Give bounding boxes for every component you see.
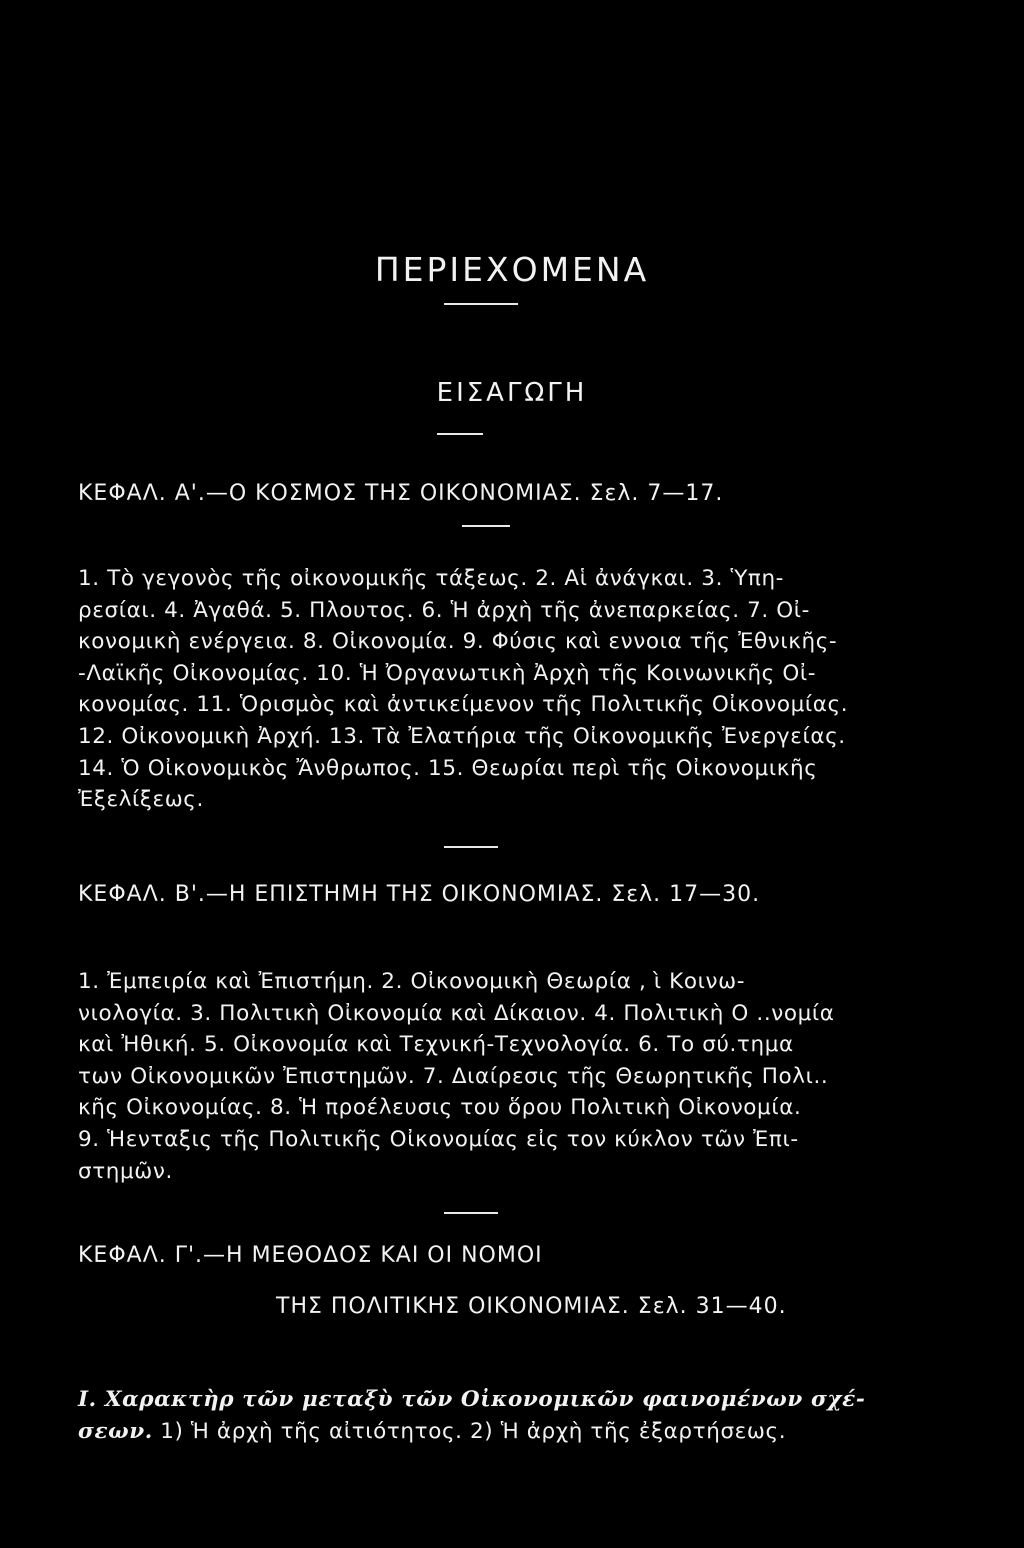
- text-line: των Οἰκονομικῶν Ἐπιστημῶν. 7. Διαίρεσις τῆς Θεωρητικῆς Πολι..: [78, 1063, 829, 1089]
- text-line: καὶ Ἠθική. 5. Οἰκονομία καὶ Τεχνική-Τεχνολογία. 6. Το σύ.τημα: [78, 1032, 794, 1058]
- page-title: ΠΕΡΙΕΧΟΜΕΝΑ: [374, 250, 650, 289]
- text-line: 12. Οἰκονομικὴ Ἀρχή. 13. Τὰ Ἐλατήρια τῆς Οἰκονομικῆς Ἐνεργείας.: [78, 723, 846, 749]
- chapter-b-contents: [78, 966, 912, 1187]
- chapter-a-heading: ΚΕΦΑΛ. Α'.—Ο ΚΟΣΜΟΣ ΤΗΣ ΟΙΚΟΝΟΜΙΑΣ. Σελ. 7—17.: [78, 481, 724, 506]
- text-line: 1. Τὸ γεγονὸς τῆς οἰκονομικῆς τάξεως. 2. Αἱ ἀνάγκαι. 3. Ὑπη-: [78, 566, 785, 591]
- text-line: 9. Ἡενταξις τῆς Πολιτικῆς Οἰκονομίας εἰς τον κύκλον τῶν Ἐπι-: [78, 1126, 799, 1152]
- text-line: 14. Ὁ Οἰκονομικὸς Ἄνθρωπος. 15. Θεωρίαι περὶ τῆς Οἰκονομικῆς: [78, 755, 818, 781]
- text-line: κονομίας. 11. Ὁρισμὸς καὶ ἀντικείμενον τῆς Πολιτικῆς Οἰκονομίας.: [78, 692, 849, 718]
- chapter-b-heading: ΚΕΦΑΛ. Β'.—Η ΕΠΙΣΤΗΜΗ ΤΗΣ ΟΙΚΟΝΟΜΙΑΣ. Σελ. 17—30.: [78, 882, 761, 907]
- text-line: Ἐξελίξεως.: [78, 787, 204, 813]
- text-line: -Λαϊκῆς Οἰκονομίας. 10. Ἡ Ὀργανωτικὴ Ἀρχὴ τῆς Κοινωνικῆς Οἰ-: [78, 660, 817, 686]
- divider: [462, 525, 510, 527]
- section-title-continuation: σεων.: [78, 1418, 153, 1444]
- section-items: 1) Ἡ ἀρχὴ τῆς αἰτιότητος. 2) Ἡ ἀρχὴ τῆς ἐξαρτήσεως.: [160, 1418, 787, 1444]
- section-title-line1: I. Χαρακτὴρ τῶν μεταξὺ τῶν Οἰκονομικῶν φαινομένων σχέ-: [78, 1387, 866, 1412]
- text-line: νιολογία. 3. Πολιτικὴ Οἰκονομία καὶ Δίκαιον. 4. Πολιτικὴ Ο ..νομία: [78, 1000, 835, 1026]
- divider: [444, 1212, 498, 1214]
- chapter-a-contents: [78, 563, 912, 816]
- section-title-line2: [78, 1416, 912, 1448]
- text-line: 1. Ἐμπειρία καὶ Ἐπιστήμη. 2. Οἰκονομικὴ Θεωρία , ὶ Κοινω-: [78, 969, 746, 994]
- divider: [437, 433, 483, 435]
- text-line: στημῶν.: [78, 1158, 173, 1184]
- text-line: κῆς Οἰκονομίας. 8. Ἡ προέλευσις του ὅρου Πολιτικὴ Οἰκονομία.: [78, 1095, 802, 1121]
- chapter-c-heading-line2: ΤΗΣ ΠΟΛΙΤΙΚΗΣ ΟΙΚΟΝΟΜΙΑΣ. Σελ. 31—40.: [276, 1294, 787, 1319]
- text-line: κονομικὴ ενέργεια. 8. Οἰκονομία. 9. Φύσις καὶ εννοια τῆς Ἐθνικῆς-: [78, 629, 838, 655]
- introduction-heading: ΕΙΣΑΓΩΓΗ: [436, 378, 588, 408]
- text-line: ρεσίαι. 4. Ἀγαθά. 5. Πλουτος. 6. Ἡ ἀρχὴ τῆς ἀνεπαρκείας. 7. Οἰ-: [78, 597, 811, 623]
- chapter-c-contents: [78, 1384, 912, 1447]
- divider: [444, 846, 498, 848]
- chapter-c-heading-line1: ΚΕΦΑΛ. Γ'.—Η ΜΕΘΟΔΟΣ ΚΑΙ ΟΙ ΝΟΜΟΙ: [78, 1243, 543, 1268]
- divider: [444, 303, 518, 305]
